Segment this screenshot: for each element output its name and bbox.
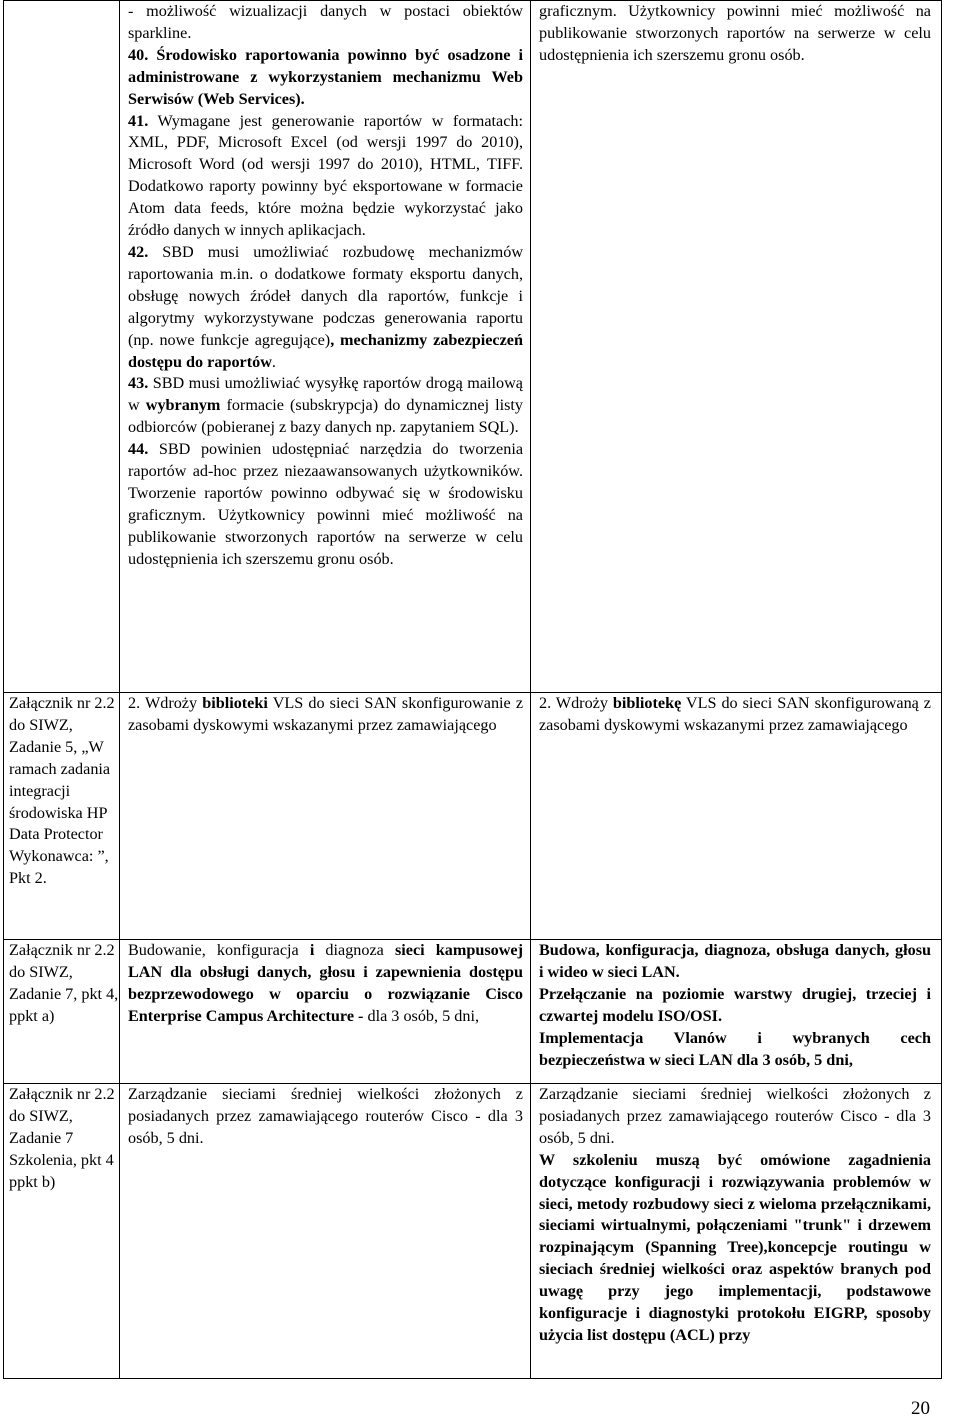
paragraph-sparkline: - możliwość wizualizacji danych w postaci obiektów sparkline. bbox=[128, 2, 523, 42]
modified-text-cell: Budowa, konfiguracja, diagnoza, obsługa danych, głosu i wideo w sieci LAN. Przełączanie na poziomie warstwy drugiej, trzeciej i czwartej modelu ISO/OSI. Implementacja Vlanów i wybranych cech bezpieczeństwa w sieci LAN dla 3 osób, 5 dni, bbox=[531, 940, 942, 1084]
paragraph-41: 41. Wymagane jest generowanie raportów w formatach: XML, PDF, Microsoft Excel (od wersji 1997 do 2010), Microsoft Word (od wersji 1997 do 2010), HTML, TIFF. Dodatkowo raporty powinny być eksportowane w formacie Atom data feeds, które można będzie wykorzystać jako źródło danych w innych aplikacjach. bbox=[128, 111, 523, 240]
original-text-cell bbox=[120, 1, 531, 693]
paragraph-continued: graficznym. Użytkownicy powinni mieć możliwość na publikowanie stworzonych raportów na serwerze w celu udostępnienia ich szerszemu gronu osób. bbox=[539, 2, 931, 64]
modified-text-cell: 2. Wdroży bibliotekę VLS do sieci SAN skonfigurowaną z zasobami dyskowymi wskazanymi przez zamawiającego bbox=[531, 693, 942, 940]
reference-cell: Załącznik nr 2.2 do SIWZ, Zadanie 7, pkt 4, ppkt a) bbox=[4, 940, 120, 1084]
original-text-cell: Budowanie, konfiguracja i diagnoza sieci kampusowej LAN dla obsługi danych, głosu i zapewnienia dostępu bezprzewodowego w oparciu o rozwiązanie Cisco Enterprise Campus Architecture - dla 3 osób, 5 dni, bbox=[120, 940, 531, 1084]
modified-text-cell bbox=[531, 1, 942, 693]
page-number: 20 bbox=[911, 1398, 930, 1419]
paragraph-44: 44. SBD powinien udostępniać narzędzia do tworzenia raportów ad-hoc przez niezaawansowanych użytkowników. Tworzenie raportów powinno odbywać się w środowisku graficznym. Użytkownicy powinni mieć możliwość na publikowanie stworzonych raportów na serwerze w celu udostępnienia ich szerszemu gronu osób. bbox=[128, 440, 524, 568]
original-text-cell: 2. Wdroży biblioteki VLS do sieci SAN skonfigurowanie z zasobami dyskowymi wskazanymi przez zamawiającego bbox=[120, 693, 531, 940]
table-row bbox=[4, 940, 942, 1084]
modified-text-cell: Zarządzanie sieciami średniej wielkości złożonych z posiadanych przez zamawiającego routerów Cisco - dla 3 osób, 5 dni. W szkoleniu muszą być omówione zagadnienia dotyczące konfiguracji i rozwiązywania problemów w sieci, metody rozbudowy sieci z wieloma przełącznikami, sieciami wirtualnymi, połączeniami "trunk" i drzewem rozpinającym (Spanning Tree),koncepcje routingu w sieciach średniej wielkości oraz aspektów branych pod uwagę przy jego implementacji, podstawowe konfiguracje i diagnostyki protokołu EIGRP, sposoby użycia list dostępu (ACL) przy bbox=[531, 1084, 942, 1379]
table-row bbox=[4, 1, 942, 693]
paragraph-40: 40. Środowisko raportowania powinno być osadzone i administrowane z wykorzystaniem mechanizmu Web Serwisów (Web Services). bbox=[128, 45, 523, 108]
comparison-table bbox=[3, 0, 942, 1379]
reference-cell: Załącznik nr 2.2 do SIWZ, Zadanie 7 Szkolenia, pkt 4 ppkt b) bbox=[4, 1084, 120, 1379]
original-text-cell: Zarządzanie sieciami średniej wielkości złożonych z posiadanych przez zamawiającego routerów Cisco - dla 3 osób, 5 dni. bbox=[120, 1084, 531, 1379]
reference-cell: Załącznik nr 2.2 do SIWZ, Zadanie 5, „W ramach zadania integracji środowiska HP Data Protector Wykonawca: ”, Pkt 2. bbox=[4, 693, 120, 940]
table-row bbox=[4, 1084, 942, 1379]
table-row bbox=[4, 693, 942, 940]
paragraph-43: 43. SBD musi umożliwiać wysyłkę raportów drogą mailową w wybranym formacie (subskrypcja) do dynamicznej listy odbiorców (pobieranej z bazy danych np. zapytaniem SQL). bbox=[128, 374, 524, 437]
paragraph-42: 42. SBD musi umożliwiać rozbudowę mechanizmów raportowania m.in. o dodatkowe formaty eksportu danych, obsługę nowych źródeł danych dla raportów, funkcje i algorytmy wykorzystywane podczas generowania raportu (np. nowe funkcje agregujące), mechanizmy zabezpieczeń dostępu do raportów. bbox=[128, 242, 524, 371]
reference-cell bbox=[4, 1, 120, 693]
